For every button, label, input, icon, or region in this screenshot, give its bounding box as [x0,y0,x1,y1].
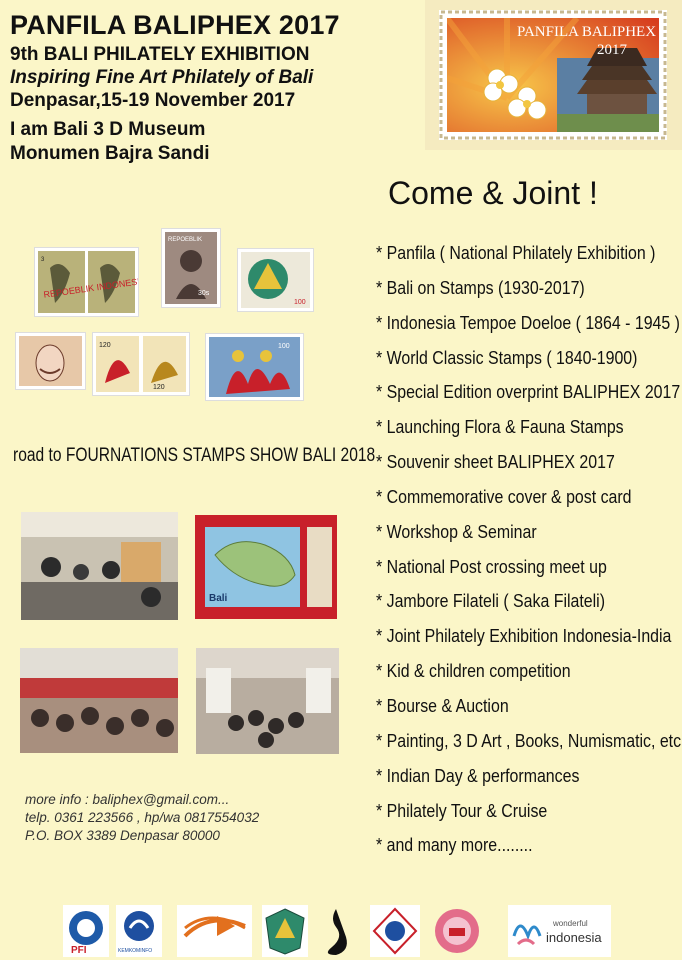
mask-stamp [16,333,85,389]
bali-map-photo [195,515,337,619]
road-to-banner: road to FOURNATIONS STAMPS SHOW BALI 2018 [13,445,376,466]
stamp-artwork [93,333,189,395]
list-item: * Special Edition overprint BALIPHEX 2017 [376,381,681,403]
list-item: * Souvenir sheet BALIPHEX 2017 [376,451,615,473]
photo-image [196,648,339,754]
contact-email: more info : baliphex@gmail.com... [25,792,230,807]
bali-emblem-stamp [238,249,313,311]
photo-image [20,648,178,753]
stamp-artwork [35,248,138,316]
list-item: * Joint Philately Exhibition Indonesia-India [376,625,672,647]
poster-stamp-panel [425,0,682,150]
list-item: * Jambore Filateli ( Saka Filateli) [376,590,606,612]
stamp-artwork [162,229,220,307]
exhibition-photo-3 [20,648,178,753]
poster-stamp-line1: PANFILA BALIPHEX [517,24,657,40]
pramuka-logo [370,905,420,957]
event-subtitle: 9th BALI PHILATELY EXHIBITION [10,44,310,65]
stamp-artwork [16,333,85,389]
svg-text:120: 120 [99,342,111,349]
list-item: * Philately Tour & Cruise [376,799,548,821]
pfi-logo-icon [63,906,109,956]
pfi-logo [63,905,109,957]
list-item: * Workshop & Seminar [376,520,537,542]
svg-text:120: 120 [153,384,165,391]
activities-list [376,236,682,863]
svg-text:3: 3 [41,257,45,263]
baliphex-stamp [439,10,667,140]
photo-image [195,515,337,619]
contact-phone: telp. 0361 223566 , hp/wa 0817554032 [25,810,260,825]
list-item: * Launching Flora & Fauna Stamps [376,416,624,438]
stamp-artwork [206,334,303,400]
wonderful-indonesia-logo [508,905,611,957]
exhibition-photo-4 [196,648,339,754]
pramuka-logo-icon [370,906,420,956]
svg-text:PFI: PFI [71,945,87,956]
svg-text:indonesia: indonesia [546,930,602,945]
list-item: * National Post crossing meet up [376,555,607,577]
pos-indonesia-logo [177,905,252,957]
list-item: * Commemorative cover & post card [376,485,632,507]
map-label: Bali [209,593,228,604]
repoeblik-overprint-stamp [35,248,138,316]
come-joint-heading: Come & Joint ! [388,175,598,211]
dancers-stamp [206,334,303,400]
photo-image [21,512,178,620]
list-item: * Bali on Stamps (1930-2017) [376,276,585,298]
kominfo-logo-icon [116,906,162,956]
event-title: PANFILA BALIPHEX 2017 [10,10,340,40]
svg-text:100: 100 [278,343,290,350]
list-item: * World Classic Stamps ( 1840-1900) [376,346,638,368]
swan-logo-icon [318,905,350,957]
svg-text:REPOEBLIK INDONESIA: REPOEBLIK INDONESIA [42,275,138,300]
kominfo-logo [116,905,162,957]
list-item: * Kid & children competition [376,660,571,682]
pos-indonesia-logo-icon [177,906,252,956]
list-item: * Panfila ( National Philately Exhibition ) [376,242,656,263]
bali-province-logo-icon [262,906,308,956]
event-dates: Denpasar,15-19 November 2017 [10,90,296,111]
svg-text:wonderful: wonderful [553,919,588,928]
bali-province-logo [262,905,308,957]
svg-text:REPOEBLIK: REPOEBLIK [168,237,203,243]
list-item: * Painting, 3 D Art , Books, Numismatic, etc [376,729,682,751]
list-item: * Bourse & Auction [376,694,509,716]
swan-logo [318,905,350,957]
wonderful-indonesia-logo-icon [508,906,611,956]
svg-text:KEMKOMINFO: KEMKOMINFO [118,948,153,954]
wonderful-badge-logo [433,905,481,957]
event-venue: I am Bali 3 D Museum [10,119,206,140]
wonderful-badge-icon [433,906,481,956]
svg-text:30s: 30s [198,290,210,297]
stamp-artwork [238,249,313,311]
event-venue-2: Monumen Bajra Sandi [10,143,210,164]
poster-stamp-line2: 2017 [597,42,627,58]
svg-text:100: 100 [294,299,306,306]
exhibition-photo-1 [21,512,178,620]
list-item: * Indian Day & performances [376,764,580,786]
list-item: * Indonesia Tempoe Doeloe ( 1864 - 1945 ) [376,311,680,333]
event-tagline: Inspiring Fine Art Philately of Bali [10,67,314,88]
balinese-girl-stamp [162,229,220,307]
list-item: * and many more........ [376,834,533,856]
contact-po-box: P.O. BOX 3389 Denpasar 80000 [25,828,220,843]
barong-stamp-pair [93,333,189,395]
